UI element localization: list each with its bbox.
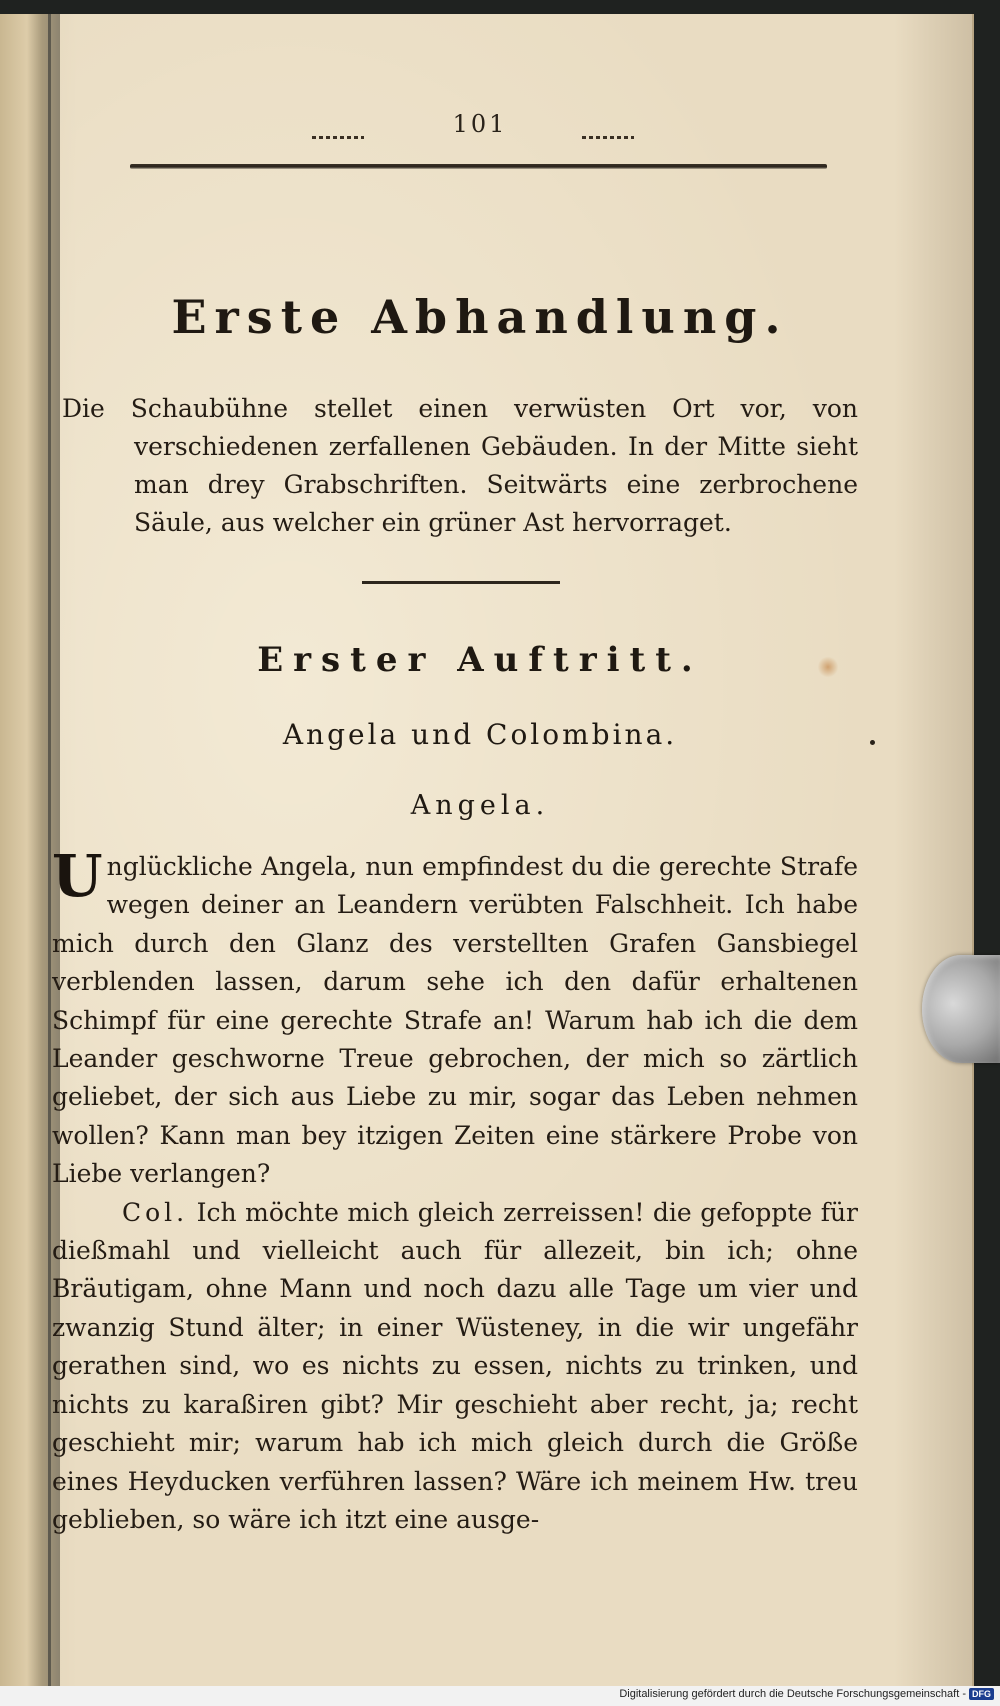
speech-colombina-text: Ich möchte mich gleich zerreissen! die gefoppte für dießmahl und vielleicht auch für allezeit, bin ich; ohne Bräutigam, ohne Mann und noch dazu alle Tage um vier und zwanzig Stund älter; in einer Wüsteney, in die wir ungefähr gerathen sind, wo es nichts zu essen, nichts zu trinken, und nichts zu karaßiren gibt? Mir geschieht aber recht, ja; recht geschieht mir; warum hab ich mich gleich durch die Größe eines Heyducken verführen lassen? Wäre ich meinem Hw. treu geblieben, so wäre ich itzt eine ausge- (52, 1197, 859, 1534)
stage-direction-text: Die Schaubühne stellet einen verwüsten Ort vor, von verschiedenen zerfallenen Gebäuden. In der Mitte sieht man drey Grabschriften. Seitwärts eine zerbrochene Säule, aus welcher ein grüner Ast hervorraget. (62, 394, 858, 537)
speaker-name: Angela. (410, 790, 550, 821)
page-clip (922, 955, 1000, 1063)
binding-edge (48, 14, 51, 1686)
page-number: 101 (452, 110, 508, 138)
paper-stain (818, 656, 838, 678)
speaker-col: Col. (122, 1197, 189, 1227)
act-title: Erste Abhandlung. (171, 290, 789, 344)
stage-direction (62, 390, 858, 542)
dfg-logo: DFG (969, 1688, 994, 1700)
speech-angela-text: nglückliche Angela, nun empfindest du die gerechte Strafe wegen deiner an Leandern verübten Falschheit. Ich habe mich durch den Glanz des verstellten Grafen Gansbiegel verblenden lassen, darum sehe ich den dafür erhaltenen Schimpf für eine gerechte Strafe an! Warum hab ich die dem Leander geschworne Treue gebrochen, der mich so zärtlich geliebet, der sich aus Liebe zu mir, sogar das Leben nehmen wollen? Kann man bey itzigen Zeiten eine stärkere Probe von Liebe verlangen? (52, 852, 858, 1189)
header-ornament-right (582, 136, 634, 139)
scene-title: Erster Auftritt. (257, 640, 703, 680)
page-gutter (0, 14, 60, 1686)
scene-persons: Angela und Colombina. (282, 718, 678, 751)
dialogue-body (52, 842, 859, 1539)
header-rule (130, 164, 827, 169)
ink-dot (870, 740, 875, 745)
drop-cap: U (52, 842, 103, 910)
section-divider (362, 581, 560, 584)
digitization-credit (619, 1688, 994, 1700)
speech-angela (52, 842, 858, 1194)
credit-text: Digitalisierung gefördert durch die Deutsche Forschungsgemeinschaft - (619, 1688, 966, 1700)
speech-colombina (52, 1194, 858, 1540)
